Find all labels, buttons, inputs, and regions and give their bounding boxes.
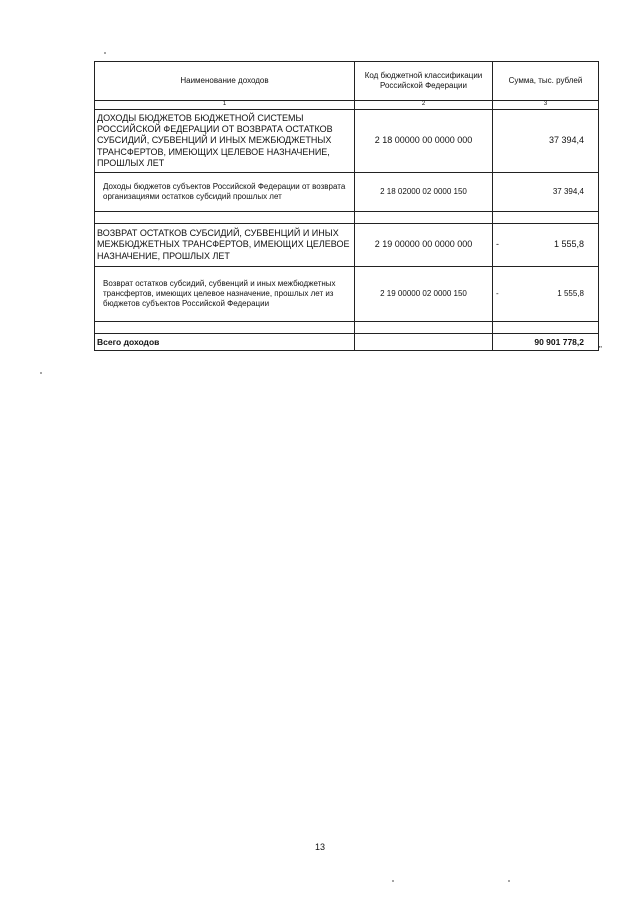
row-amount: 1 555,8 bbox=[553, 239, 584, 250]
revenue-table bbox=[94, 61, 599, 351]
header-code: Код бюджетной классификации Российской Федерации bbox=[355, 62, 493, 101]
row-name: ВОЗВРАТ ОСТАТКОВ СУБСИДИЙ, СУБВЕНЦИЙ И ИНЫХ МЕЖБЮДЖЕТНЫХ ТРАНСФЕРТОВ, ИМЕЮЩИХ ЦЕЛЕВОЕ НАЗНАЧЕНИЕ, ПРОШЛЫХ ЛЕТ bbox=[95, 224, 355, 267]
row-code: 2 18 02000 02 0000 150 bbox=[355, 173, 493, 212]
table-row bbox=[95, 267, 599, 322]
total-amount: 90 901 778,2 bbox=[493, 334, 599, 351]
column-number: 3 bbox=[493, 101, 599, 110]
row-amount-cell bbox=[493, 173, 599, 212]
column-number-row bbox=[95, 101, 599, 110]
row-code: 2 19 00000 02 0000 150 bbox=[355, 267, 493, 322]
column-number: 2 bbox=[355, 101, 493, 110]
spacer-row bbox=[95, 212, 599, 224]
row-amount-cell bbox=[493, 110, 599, 173]
minus-sign: - bbox=[496, 239, 499, 250]
table-header-row bbox=[95, 62, 599, 101]
total-label: Всего доходов bbox=[95, 334, 355, 351]
scan-speck bbox=[392, 880, 394, 882]
table-row bbox=[95, 110, 599, 173]
spacer-row bbox=[95, 322, 599, 334]
row-amount: 1 555,8 bbox=[557, 289, 584, 298]
row-name: Доходы бюджетов субъектов Российской Федерации от возврата организациями остатков субсидий прошлых лет bbox=[95, 173, 355, 212]
row-code: 2 18 00000 00 0000 000 bbox=[355, 110, 493, 173]
header-amount: Сумма, тыс. рублей bbox=[493, 62, 599, 101]
row-amount: 37 394,4 bbox=[548, 135, 584, 146]
page-number: 13 bbox=[314, 842, 325, 852]
row-name: Возврат остатков субсидий, субвенций и иных межбюджетных трансфертов, имеющих целевое назначение, прошлых лет из бюджетов субъектов Российской Федерации bbox=[95, 267, 355, 322]
total-row bbox=[95, 334, 599, 351]
scan-speck bbox=[104, 52, 106, 54]
scan-speck bbox=[40, 372, 42, 374]
column-number: 1 bbox=[95, 101, 355, 110]
table-row bbox=[95, 173, 599, 212]
row-amount-cell bbox=[493, 224, 599, 267]
row-amount: 37 394,4 bbox=[552, 187, 584, 196]
row-code: 2 19 00000 00 0000 000 bbox=[355, 224, 493, 267]
minus-sign: - bbox=[496, 289, 499, 298]
row-name: ДОХОДЫ БЮДЖЕТОВ БЮДЖЕТНОЙ СИСТЕМЫ РОССИЙСКОЙ ФЕДЕРАЦИИ ОТ ВОЗВРАТА ОСТАТКОВ СУБСИДИЙ, СУБВЕНЦИЙ И ИНЫХ МЕЖБЮДЖЕТНЫХ ТРАНСФЕРТОВ, ИМЕЮЩИХ ЦЕЛЕВОЕ НАЗНАЧЕНИЕ, ПРОШЛЫХ ЛЕТ bbox=[95, 110, 355, 173]
header-name: Наименование доходов bbox=[95, 62, 355, 101]
scan-speck bbox=[508, 880, 510, 882]
row-amount-cell bbox=[493, 267, 599, 322]
closing-quote-mark: " bbox=[599, 345, 602, 354]
table-row bbox=[95, 224, 599, 267]
